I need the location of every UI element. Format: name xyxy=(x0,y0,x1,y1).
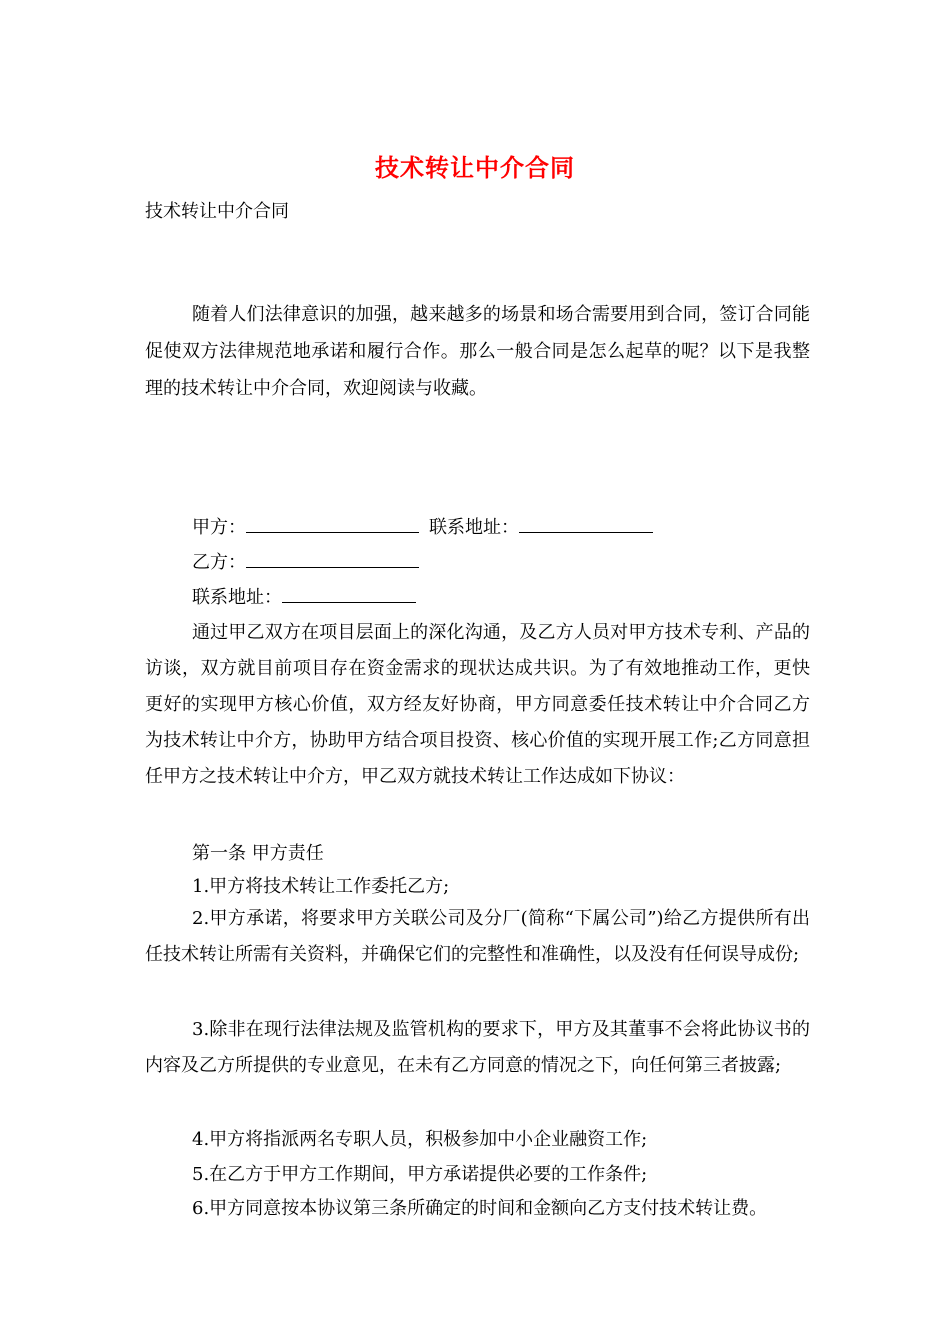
clause-6: 6.甲方同意按本协议第三条所确定的时间和金额向乙方支付技术转让费。 xyxy=(192,1198,768,1219)
contact-blank-2 xyxy=(282,582,416,603)
contact-label-2: 联系地址： xyxy=(192,587,282,608)
article-1-heading: 第一条 甲方责任 xyxy=(192,843,324,864)
document-subtitle: 技术转让中介合同 xyxy=(145,201,289,222)
intro-paragraph: 随着人们法律意识的加强，越来越多的场景和场合需要用到合同，签订合同能促使双方法律规范地承诺和履行合作。那么一般合同是怎么起草的呢？以下是我整理的技术转让中介合同，欢迎阅读与收藏。 xyxy=(145,304,810,399)
clause-2: 2.甲方承诺，将要求甲方关联公司及分厂(简称“下属公司”)给乙方提供所有出任技术转让所需有关资料，并确保它们的完整性和准确性，以及没有任何误导成份; xyxy=(145,908,810,965)
party-b-blank xyxy=(246,547,419,568)
clause-4: 4.甲方将指派两名专职人员，积极参加中小企业融资工作; xyxy=(192,1129,648,1150)
contact-label-1: 联系地址： xyxy=(429,517,519,538)
party-b-line xyxy=(192,547,419,577)
party-a-label: 甲方： xyxy=(192,517,246,538)
party-b-label: 乙方： xyxy=(192,552,246,573)
party-a-line xyxy=(192,512,653,542)
clause-5: 5.在乙方于甲方工作期间，甲方承诺提供必要的工作条件; xyxy=(192,1164,648,1185)
contact-blank-1 xyxy=(519,512,653,533)
document-title: 技术转让中介合同 xyxy=(375,153,575,182)
contact-line-2 xyxy=(192,582,416,612)
preamble-paragraph: 通过甲乙双方在项目层面上的深化沟通，及乙方人员对甲方技术专利、产品的访谈，双方就目前项目存在资金需求的现状达成共识。为了有效地推动工作，更快更好的实现甲方核心价值，双方经友好协商，甲方同意委任技术转让中介合同乙方为技术转让中介方，协助甲方结合项目投资、核心价值的实现开展工作;乙方同意担任甲方之技术转让中介方，甲乙双方就技术转让工作达成如下协议： xyxy=(145,622,810,787)
party-a-blank xyxy=(246,512,419,533)
clause-3: 3.除非在现行法律法规及监管机构的要求下，甲方及其董事不会将此协议书的内容及乙方所提供的专业意见，在未有乙方同意的情况之下，向任何第三者披露; xyxy=(145,1019,810,1076)
clause-1: 1.甲方将技术转让工作委托乙方; xyxy=(192,876,450,897)
